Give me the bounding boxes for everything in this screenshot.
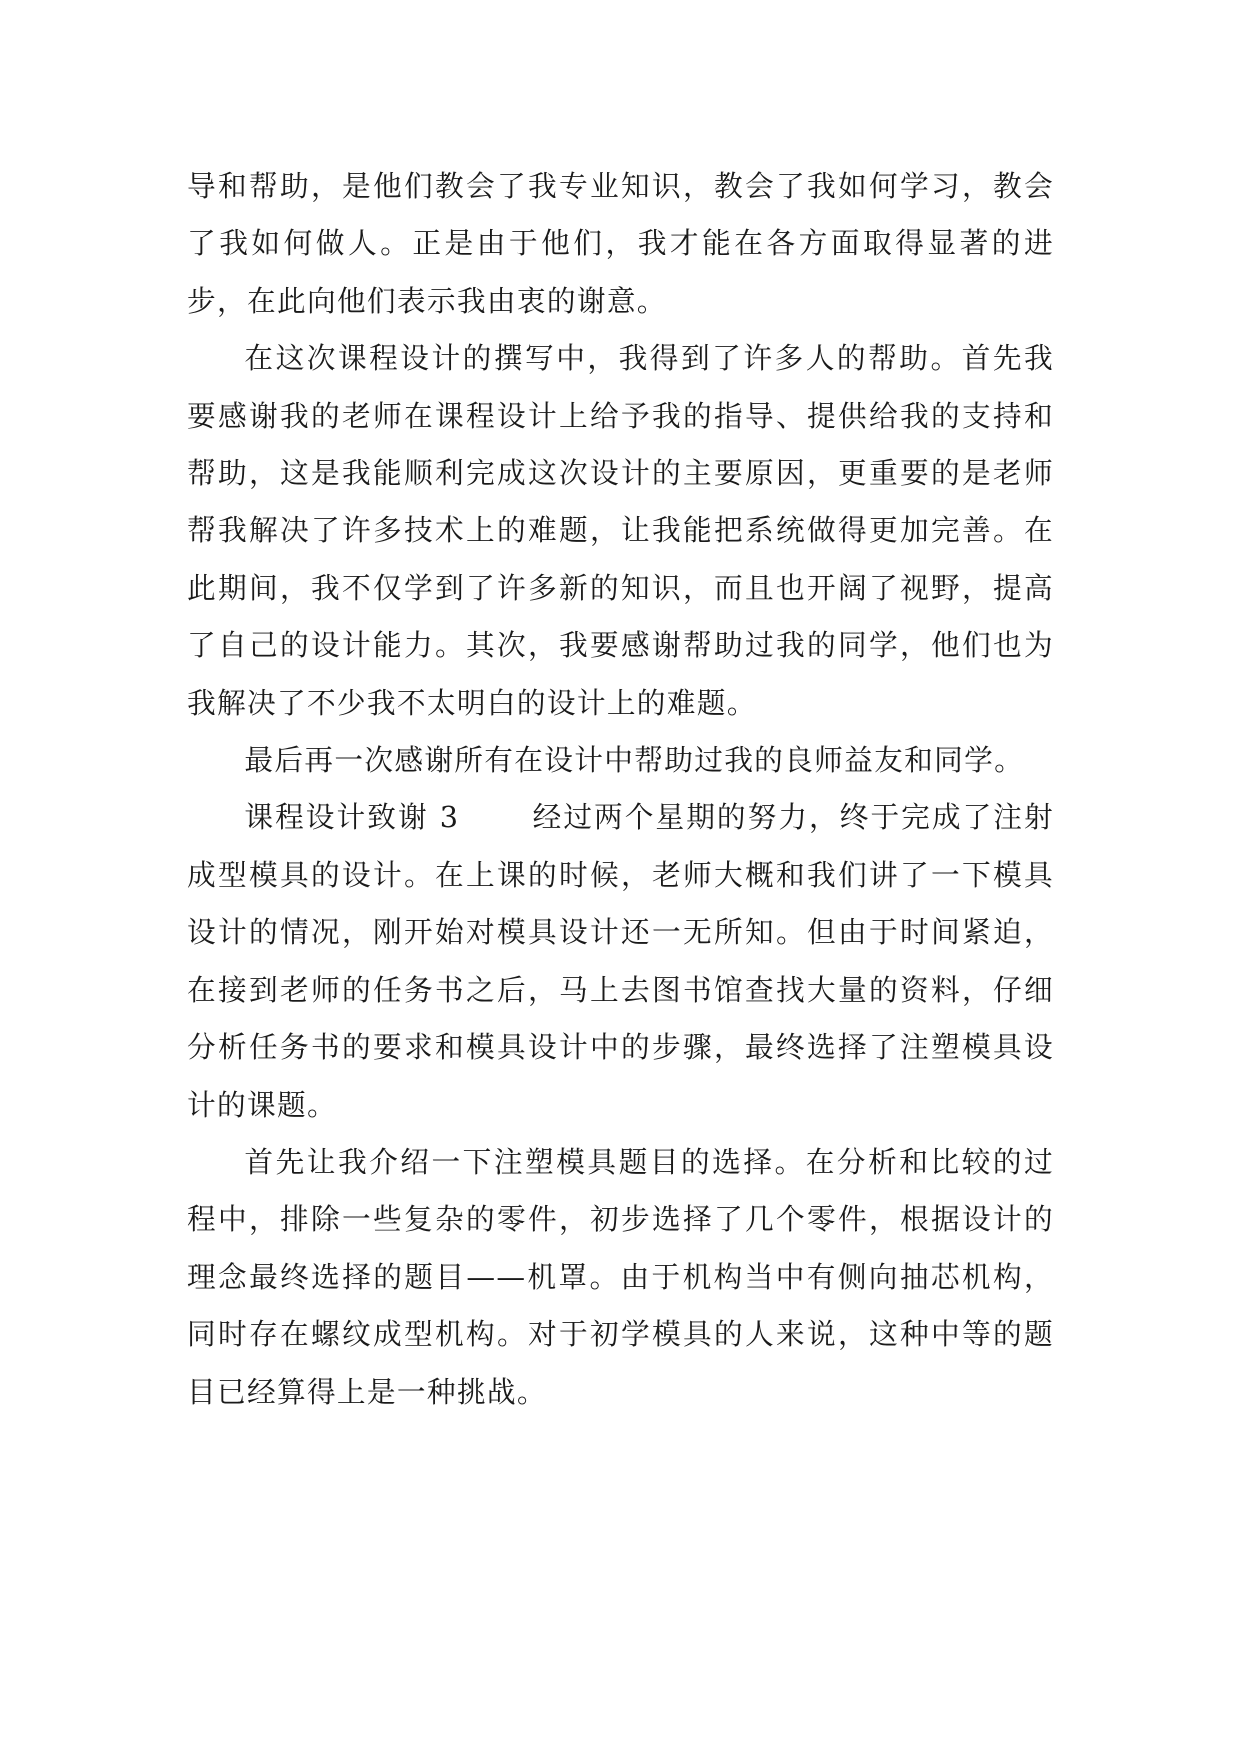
paragraph-topic-selection: 首先让我介绍一下注塑模具题目的选择。在分析和比较的过程中，排除一些复杂的零件，初步选择了几个零件，根据设计的理念最终选择的题目——机罩。由于机构当中有侧向抽芯机构，同时存在螺纹成型机构。对于初学模具的人来说，这种中等的题目已经算得上是一种挑战。 [187,1144,1054,1409]
paragraph-acknowledgement-3: 课程设计致谢 3 经过两个星期的努力，终于完成了注射成型模具的设计。在上课的时候，老师大概和我们讲了一下模具设计的情况，刚开始对模具设计还一无所知。但由于时间紧迫，在接到老师的任务书之后，马上去图书馆查找大量的资料，仔细分析任务书的要求和模具设计中的步骤，最终选择了注塑模具设计的课题。 [187,800,1054,1122]
paragraph-final-thanks: 最后再一次感谢所有在设计中帮助过我的良师益友和同学。 [244,743,1025,778]
paragraph-continuation: 导和帮助，是他们教会了我专业知识，教会了我如何学习，教会了我如何做人。正是由于他们，我才能在各方面取得显著的进步，在此向他们表示我由衷的谢意。 [187,169,1054,318]
document-body [187,158,1054,1421]
paragraph-thanks-teacher: 在这次课程设计的撰写中，我得到了许多人的帮助。首先我要感谢我的老师在课程设计上给予我的指导、提供给我的支持和帮助，这是我能顺利完成这次设计的主要原因，更重要的是老师帮我解决了许多技术上的难题，让我能把系统做得更加完善。在此期间，我不仅学到了许多新的知识，而且也开阔了视野，提高了自己的设计能力。其次，我要感谢帮助过我的同学，他们也为我解决了不少我不太明白的设计上的难题。 [187,341,1054,720]
